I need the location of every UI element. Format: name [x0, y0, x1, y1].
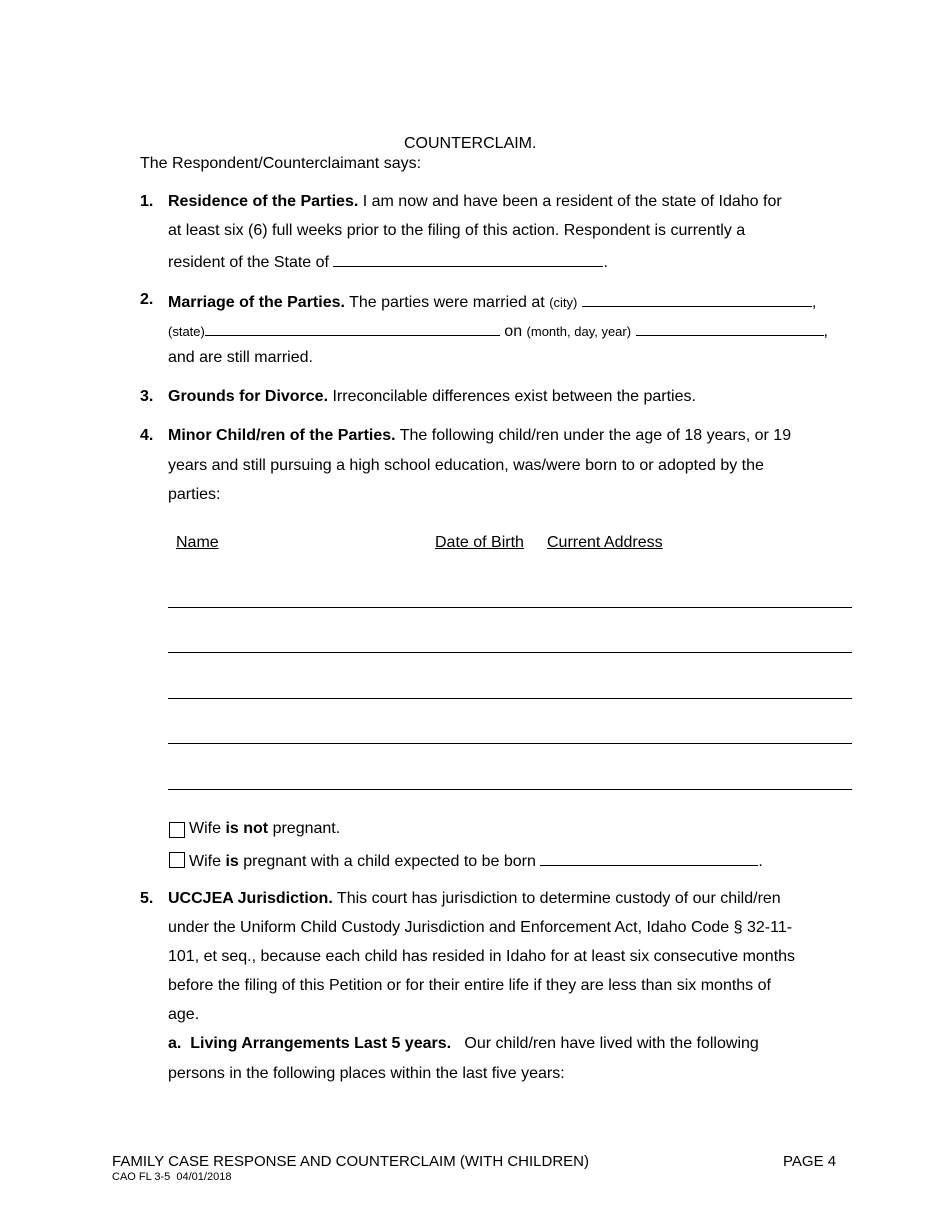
not-pregnant-checkbox[interactable]	[169, 822, 185, 838]
section-heading: UCCJEA Jurisdiction.	[168, 890, 333, 907]
section-text: Irreconcilable differences exist between the parties.	[328, 388, 696, 405]
section-number: 2.	[140, 291, 154, 308]
section-number: 4.	[140, 427, 154, 444]
page-number: PAGE 4	[783, 1153, 837, 1170]
footer-title: FAMILY CASE RESPONSE AND COUNTERCLAIM (WITH CHILDREN)	[112, 1153, 590, 1170]
subsection-a-line-2: persons in the following places within the last five years:	[168, 1065, 565, 1082]
comma: ,	[811, 294, 817, 311]
section-2-line-2	[168, 320, 828, 341]
pregnant-label	[189, 850, 763, 871]
section-4-line-2: years and still pursuing a high school education, was/were born to or adopted by the	[168, 457, 764, 474]
intro-text: The Respondent/Counterclaimant says:	[140, 155, 422, 172]
section-5-line-5: age.	[168, 1006, 200, 1023]
section-5-line-4: before the filing of this Petition or for their entire life if they are less than six months of	[168, 977, 771, 994]
not-pregnant-label	[189, 820, 340, 838]
label-emphasis: is	[225, 853, 239, 870]
state-label: (state)	[168, 324, 205, 339]
section-4-line-3: parties:	[168, 486, 221, 503]
subsection-a-line-1	[168, 1035, 759, 1053]
label-text: pregnant with a child expected to be born	[238, 853, 541, 870]
section-1-line-2: at least six (6) full weeks prior to the filing of this action. Respondent is currently a	[168, 222, 746, 239]
child-entry-line[interactable]	[168, 698, 852, 699]
marriage-date-field[interactable]	[636, 320, 824, 336]
section-5-line-3: 101, et seq., because each child has resided in Idaho for at least six consecutive months	[168, 948, 796, 965]
section-2-line-1	[168, 291, 816, 312]
section-5-line-2: under the Uniform Child Custody Jurisdiction and Enforcement Act, Idaho Code § 32-11-	[168, 919, 793, 936]
section-5-line-1	[168, 890, 781, 908]
comma: ,	[823, 323, 828, 340]
label-text: pregnant.	[268, 820, 341, 837]
section-number: 3.	[140, 388, 154, 405]
date-label: (month, day, year)	[526, 324, 632, 339]
state-of-residence-field[interactable]	[333, 251, 603, 267]
pregnant-checkbox[interactable]	[169, 852, 185, 868]
expected-birth-date-field[interactable]	[540, 850, 758, 866]
section-heading: Residence of the Parties.	[168, 193, 359, 210]
child-entry-line[interactable]	[168, 789, 852, 790]
section-1-line-1	[168, 193, 782, 211]
section-text: The parties were married at	[344, 294, 550, 311]
section-text: The following child/ren under the age of 18 years, or 19	[395, 427, 792, 444]
period: .	[603, 254, 608, 271]
marriage-city-field[interactable]	[582, 291, 812, 307]
section-3-line-1	[168, 388, 696, 406]
subsection-heading: a. Living Arrangements Last 5 years.	[168, 1035, 452, 1052]
section-1-line-3	[168, 251, 608, 272]
column-header-dob: Date of Birth	[435, 534, 524, 551]
label-text: Wife	[189, 820, 226, 837]
subsection-text: Our child/ren have lived with the following	[451, 1035, 759, 1052]
section-4-line-1	[168, 427, 791, 445]
form-code: CAO FL 3-5 04/01/2018	[112, 1171, 232, 1183]
section-heading: Marriage of the Parties.	[168, 294, 345, 311]
child-entry-line[interactable]	[168, 652, 852, 653]
section-2-line-3: and are still married.	[168, 349, 313, 366]
column-header-name: Name	[176, 534, 219, 551]
child-entry-line[interactable]	[168, 607, 852, 608]
section-text: This court has jurisdiction to determine custody of our child/ren	[332, 890, 781, 907]
period: .	[758, 853, 763, 870]
marriage-state-field[interactable]	[205, 320, 500, 336]
city-label: (city)	[549, 295, 578, 310]
section-number: 5.	[140, 890, 154, 907]
section-text: resident of the State of	[168, 254, 334, 271]
section-heading: Minor Child/ren of the Parties.	[168, 427, 396, 444]
child-entry-line[interactable]	[168, 743, 852, 744]
section-heading: Grounds for Divorce.	[168, 388, 329, 405]
section-number: 1.	[140, 193, 154, 210]
on-label: on	[504, 323, 523, 340]
section-text: I am now and have been a resident of the state of Idaho for	[358, 193, 782, 210]
label-emphasis: is not	[225, 820, 269, 837]
document-title: COUNTERCLAIM.	[404, 135, 537, 152]
label-text: Wife	[189, 853, 226, 870]
column-header-address: Current Address	[547, 534, 663, 551]
